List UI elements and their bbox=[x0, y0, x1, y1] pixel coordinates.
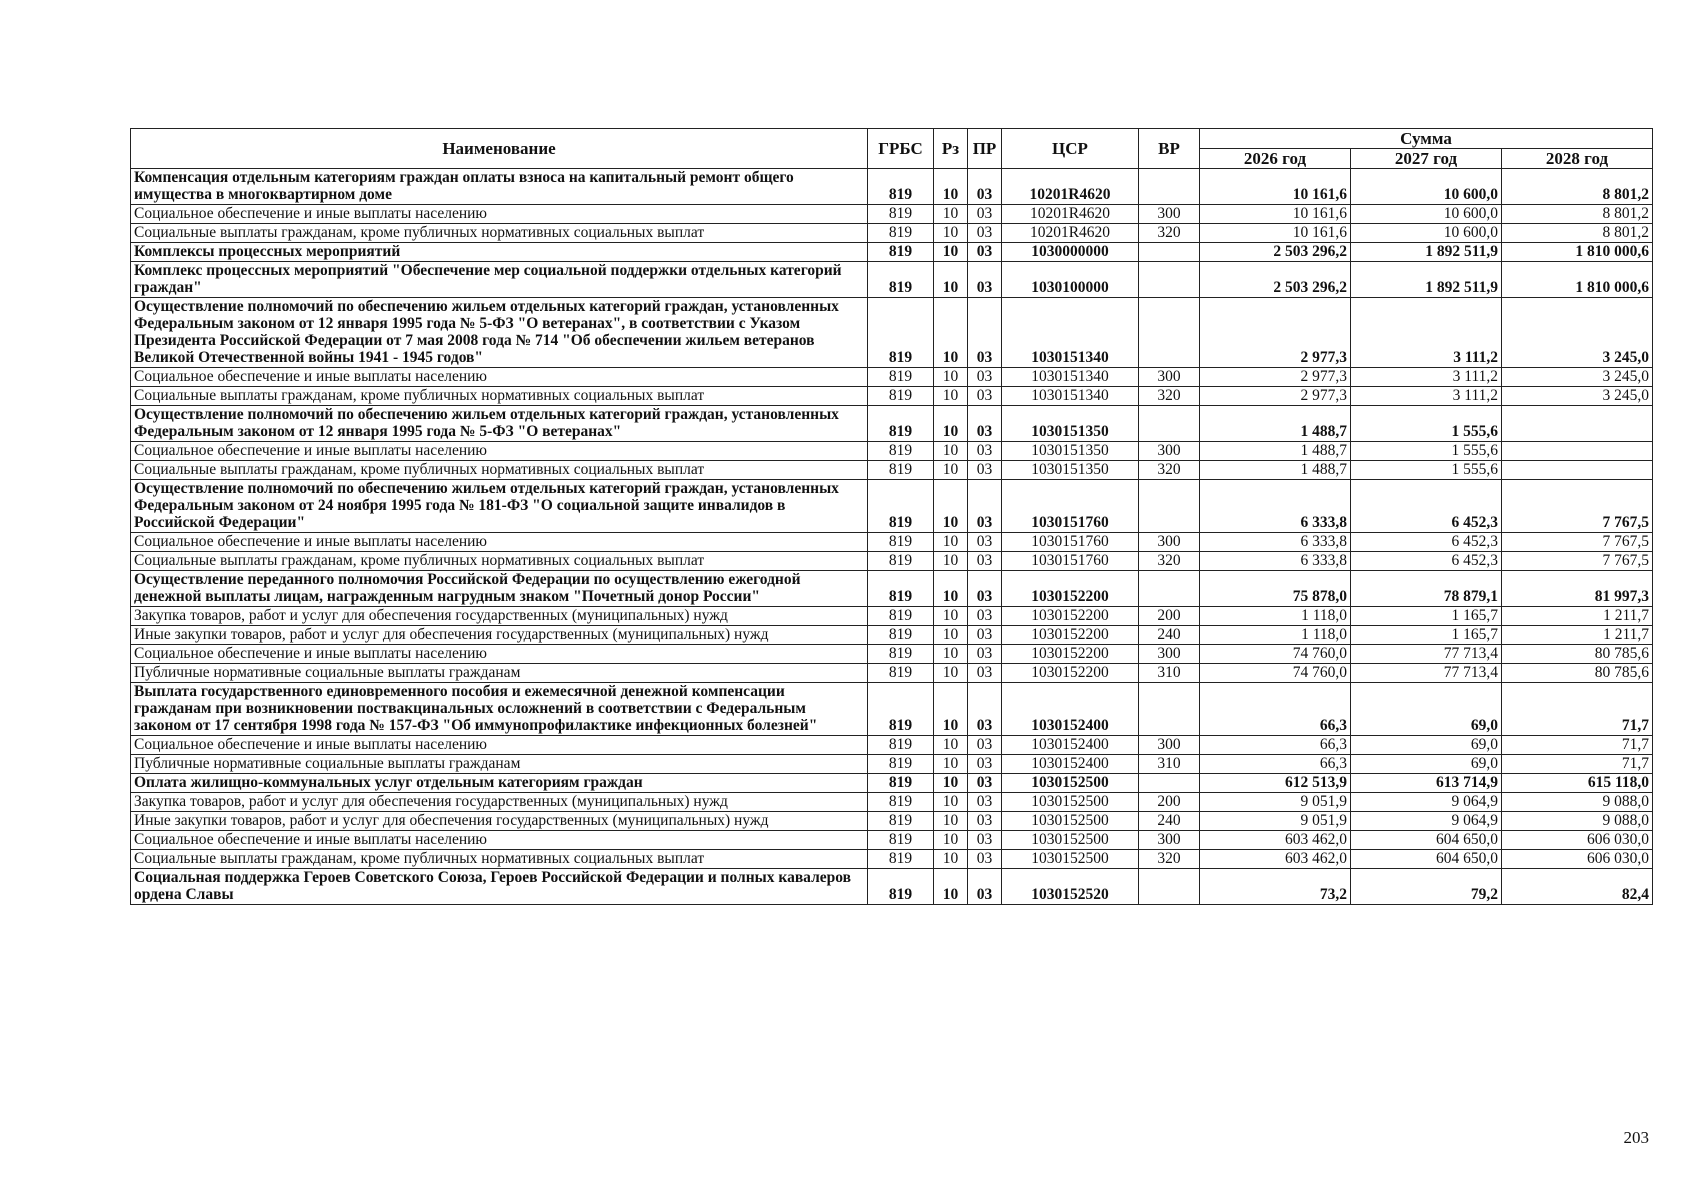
row-sum-2026: 10 161,6 bbox=[1200, 224, 1351, 243]
row-vr bbox=[1139, 869, 1200, 905]
row-rz: 10 bbox=[934, 626, 968, 645]
row-sum-2028: 8 801,2 bbox=[1502, 169, 1653, 205]
row-vr: 300 bbox=[1139, 442, 1200, 461]
row-grbs: 819 bbox=[868, 262, 934, 298]
row-name: Публичные нормативные социальные выплаты гражданам bbox=[131, 664, 868, 683]
row-rz: 10 bbox=[934, 869, 968, 905]
table-row bbox=[131, 243, 1653, 262]
row-sum-2028: 71,7 bbox=[1502, 683, 1653, 736]
row-pr: 03 bbox=[968, 607, 1002, 626]
table-row bbox=[131, 774, 1653, 793]
row-name: Социальные выплаты гражданам, кроме публичных нормативных социальных выплат bbox=[131, 224, 868, 243]
row-sum-2027: 6 452,3 bbox=[1351, 552, 1502, 571]
row-pr: 03 bbox=[968, 736, 1002, 755]
row-name: Социальное обеспечение и иные выплаты населению bbox=[131, 736, 868, 755]
row-pr: 03 bbox=[968, 480, 1002, 533]
row-sum-2028 bbox=[1502, 406, 1653, 442]
row-sum-2027: 1 165,7 bbox=[1351, 626, 1502, 645]
row-csr: 1030152500 bbox=[1002, 774, 1139, 793]
row-sum-2028: 9 088,0 bbox=[1502, 793, 1653, 812]
row-name: Выплата государственного единовременного пособия и ежемесячной денежной компенсации гражданам при возникновении поствакцинальных осложнений в соответствии с Федеральным законом от 17 сентября 1998 года № 157-ФЗ "Об иммунопрофилактике инфекционных болезней" bbox=[131, 683, 868, 736]
row-vr bbox=[1139, 169, 1200, 205]
row-vr: 320 bbox=[1139, 850, 1200, 869]
row-sum-2028: 82,4 bbox=[1502, 869, 1653, 905]
row-name: Иные закупки товаров, работ и услуг для обеспечения государственных (муниципальных) нужд bbox=[131, 626, 868, 645]
table-row bbox=[131, 480, 1653, 533]
table-row bbox=[131, 368, 1653, 387]
row-sum-2027: 1 165,7 bbox=[1351, 607, 1502, 626]
row-rz: 10 bbox=[934, 368, 968, 387]
table-row bbox=[131, 461, 1653, 480]
row-grbs: 819 bbox=[868, 571, 934, 607]
row-rz: 10 bbox=[934, 552, 968, 571]
row-name: Осуществление полномочий по обеспечению жильем отдельных категорий граждан, установленных Федеральным законом от 24 ноября 1995 года № 181-ФЗ "О социальной защите инвалидов в Российской Федерации" bbox=[131, 480, 868, 533]
row-rz: 10 bbox=[934, 406, 968, 442]
row-csr: 1030152500 bbox=[1002, 793, 1139, 812]
row-csr: 1030152200 bbox=[1002, 664, 1139, 683]
row-pr: 03 bbox=[968, 850, 1002, 869]
row-sum-2026: 1 488,7 bbox=[1200, 406, 1351, 442]
row-sum-2027: 77 713,4 bbox=[1351, 645, 1502, 664]
row-vr: 200 bbox=[1139, 607, 1200, 626]
row-sum-2028: 7 767,5 bbox=[1502, 480, 1653, 533]
row-sum-2026: 1 118,0 bbox=[1200, 626, 1351, 645]
row-name: Комплексы процессных мероприятий bbox=[131, 243, 868, 262]
row-sum-2027: 6 452,3 bbox=[1351, 533, 1502, 552]
row-pr: 03 bbox=[968, 262, 1002, 298]
row-sum-2028: 1 211,7 bbox=[1502, 607, 1653, 626]
table-row bbox=[131, 406, 1653, 442]
header-vr: ВР bbox=[1139, 129, 1200, 169]
row-rz: 10 bbox=[934, 736, 968, 755]
row-sum-2027: 1 555,6 bbox=[1351, 461, 1502, 480]
row-rz: 10 bbox=[934, 571, 968, 607]
row-sum-2026: 9 051,9 bbox=[1200, 812, 1351, 831]
row-sum-2028: 1 211,7 bbox=[1502, 626, 1653, 645]
row-sum-2026: 9 051,9 bbox=[1200, 793, 1351, 812]
row-rz: 10 bbox=[934, 683, 968, 736]
row-vr: 240 bbox=[1139, 812, 1200, 831]
row-rz: 10 bbox=[934, 387, 968, 406]
row-csr: 1030151350 bbox=[1002, 406, 1139, 442]
row-sum-2026: 6 333,8 bbox=[1200, 533, 1351, 552]
row-vr: 300 bbox=[1139, 368, 1200, 387]
row-csr: 1030151350 bbox=[1002, 461, 1139, 480]
row-pr: 03 bbox=[968, 442, 1002, 461]
row-name: Закупка товаров, работ и услуг для обеспечения государственных (муниципальных) нужд bbox=[131, 607, 868, 626]
row-sum-2028: 71,7 bbox=[1502, 755, 1653, 774]
row-sum-2027: 79,2 bbox=[1351, 869, 1502, 905]
row-grbs: 819 bbox=[868, 869, 934, 905]
row-name: Социальное обеспечение и иные выплаты населению bbox=[131, 205, 868, 224]
row-rz: 10 bbox=[934, 298, 968, 368]
row-csr: 1030152500 bbox=[1002, 850, 1139, 869]
row-sum-2028: 9 088,0 bbox=[1502, 812, 1653, 831]
row-grbs: 819 bbox=[868, 774, 934, 793]
row-rz: 10 bbox=[934, 645, 968, 664]
table-row bbox=[131, 442, 1653, 461]
row-pr: 03 bbox=[968, 533, 1002, 552]
table-row bbox=[131, 793, 1653, 812]
row-sum-2027: 1 555,6 bbox=[1351, 406, 1502, 442]
row-sum-2028: 3 245,0 bbox=[1502, 387, 1653, 406]
row-grbs: 819 bbox=[868, 387, 934, 406]
row-sum-2026: 1 488,7 bbox=[1200, 461, 1351, 480]
header-row-1 bbox=[131, 129, 1653, 149]
row-sum-2028: 615 118,0 bbox=[1502, 774, 1653, 793]
row-vr: 300 bbox=[1139, 205, 1200, 224]
row-sum-2028: 8 801,2 bbox=[1502, 205, 1653, 224]
row-grbs: 819 bbox=[868, 755, 934, 774]
header-sum: Сумма bbox=[1200, 129, 1653, 149]
row-vr: 310 bbox=[1139, 664, 1200, 683]
row-rz: 10 bbox=[934, 533, 968, 552]
row-grbs: 819 bbox=[868, 298, 934, 368]
row-csr: 1030151340 bbox=[1002, 368, 1139, 387]
row-sum-2026: 74 760,0 bbox=[1200, 645, 1351, 664]
row-rz: 10 bbox=[934, 793, 968, 812]
row-sum-2027: 9 064,9 bbox=[1351, 812, 1502, 831]
row-csr: 10201R4620 bbox=[1002, 224, 1139, 243]
row-rz: 10 bbox=[934, 607, 968, 626]
row-rz: 10 bbox=[934, 812, 968, 831]
row-grbs: 819 bbox=[868, 533, 934, 552]
row-csr: 1030152500 bbox=[1002, 812, 1139, 831]
row-csr: 1030152200 bbox=[1002, 571, 1139, 607]
row-grbs: 819 bbox=[868, 607, 934, 626]
row-pr: 03 bbox=[968, 243, 1002, 262]
row-name: Социальное обеспечение и иные выплаты населению bbox=[131, 533, 868, 552]
row-vr: 300 bbox=[1139, 533, 1200, 552]
table-row bbox=[131, 571, 1653, 607]
row-sum-2027: 1 892 511,9 bbox=[1351, 262, 1502, 298]
row-csr: 10201R4620 bbox=[1002, 169, 1139, 205]
row-sum-2028: 7 767,5 bbox=[1502, 533, 1653, 552]
header-pr: ПР bbox=[968, 129, 1002, 169]
row-sum-2026: 74 760,0 bbox=[1200, 664, 1351, 683]
row-vr: 240 bbox=[1139, 626, 1200, 645]
row-grbs: 819 bbox=[868, 831, 934, 850]
row-grbs: 819 bbox=[868, 664, 934, 683]
table-row bbox=[131, 664, 1653, 683]
row-sum-2026: 66,3 bbox=[1200, 755, 1351, 774]
row-sum-2026: 6 333,8 bbox=[1200, 480, 1351, 533]
row-csr: 1030100000 bbox=[1002, 262, 1139, 298]
row-grbs: 819 bbox=[868, 793, 934, 812]
row-vr: 300 bbox=[1139, 736, 1200, 755]
row-sum-2027: 3 111,2 bbox=[1351, 298, 1502, 368]
table-row bbox=[131, 831, 1653, 850]
row-vr bbox=[1139, 480, 1200, 533]
row-sum-2028: 80 785,6 bbox=[1502, 645, 1653, 664]
row-name: Социальные выплаты гражданам, кроме публичных нормативных социальных выплат bbox=[131, 387, 868, 406]
row-sum-2028: 1 810 000,6 bbox=[1502, 262, 1653, 298]
row-grbs: 819 bbox=[868, 645, 934, 664]
row-vr: 320 bbox=[1139, 461, 1200, 480]
row-csr: 1030152400 bbox=[1002, 683, 1139, 736]
row-rz: 10 bbox=[934, 774, 968, 793]
row-rz: 10 bbox=[934, 850, 968, 869]
row-sum-2028: 1 810 000,6 bbox=[1502, 243, 1653, 262]
row-sum-2026: 603 462,0 bbox=[1200, 850, 1351, 869]
table-row bbox=[131, 205, 1653, 224]
row-pr: 03 bbox=[968, 387, 1002, 406]
row-sum-2028: 606 030,0 bbox=[1502, 831, 1653, 850]
row-sum-2026: 2 503 296,2 bbox=[1200, 243, 1351, 262]
row-csr: 1030151760 bbox=[1002, 552, 1139, 571]
row-grbs: 819 bbox=[868, 736, 934, 755]
row-vr: 320 bbox=[1139, 552, 1200, 571]
row-name: Социальное обеспечение и иные выплаты населению bbox=[131, 442, 868, 461]
row-grbs: 819 bbox=[868, 169, 934, 205]
row-pr: 03 bbox=[968, 224, 1002, 243]
row-grbs: 819 bbox=[868, 406, 934, 442]
table-row bbox=[131, 755, 1653, 774]
row-sum-2028: 8 801,2 bbox=[1502, 224, 1653, 243]
row-csr: 10201R4620 bbox=[1002, 205, 1139, 224]
row-name: Компенсация отдельным категориям граждан оплаты взноса на капитальный ремонт общего имущества в многоквартирном доме bbox=[131, 169, 868, 205]
row-rz: 10 bbox=[934, 205, 968, 224]
row-sum-2026: 10 161,6 bbox=[1200, 205, 1351, 224]
table-row bbox=[131, 533, 1653, 552]
table-row bbox=[131, 626, 1653, 645]
row-grbs: 819 bbox=[868, 850, 934, 869]
row-pr: 03 bbox=[968, 812, 1002, 831]
row-sum-2028 bbox=[1502, 442, 1653, 461]
row-grbs: 819 bbox=[868, 442, 934, 461]
row-name: Осуществление переданного полномочия Российской Федерации по осуществлению ежегодной денежной выплаты лицам, награжденным нагрудным знаком "Почетный донор России" bbox=[131, 571, 868, 607]
row-grbs: 819 bbox=[868, 205, 934, 224]
row-sum-2026: 66,3 bbox=[1200, 683, 1351, 736]
row-pr: 03 bbox=[968, 169, 1002, 205]
row-pr: 03 bbox=[968, 664, 1002, 683]
row-sum-2027: 9 064,9 bbox=[1351, 793, 1502, 812]
row-sum-2026: 1 488,7 bbox=[1200, 442, 1351, 461]
row-vr: 300 bbox=[1139, 645, 1200, 664]
row-csr: 1030152200 bbox=[1002, 626, 1139, 645]
row-sum-2027: 613 714,9 bbox=[1351, 774, 1502, 793]
row-csr: 1030152200 bbox=[1002, 607, 1139, 626]
row-rz: 10 bbox=[934, 442, 968, 461]
table-row bbox=[131, 812, 1653, 831]
row-pr: 03 bbox=[968, 683, 1002, 736]
row-vr: 320 bbox=[1139, 224, 1200, 243]
row-csr: 1030000000 bbox=[1002, 243, 1139, 262]
row-sum-2026: 2 977,3 bbox=[1200, 298, 1351, 368]
row-rz: 10 bbox=[934, 461, 968, 480]
row-sum-2028: 71,7 bbox=[1502, 736, 1653, 755]
row-name: Оплата жилищно-коммунальных услуг отдельным категориям граждан bbox=[131, 774, 868, 793]
row-sum-2027: 69,0 bbox=[1351, 683, 1502, 736]
row-sum-2028: 606 030,0 bbox=[1502, 850, 1653, 869]
header-grbs: ГРБС bbox=[868, 129, 934, 169]
header-name: Наименование bbox=[131, 129, 868, 169]
header-rz: Рз bbox=[934, 129, 968, 169]
row-sum-2027: 3 111,2 bbox=[1351, 387, 1502, 406]
row-name: Публичные нормативные социальные выплаты гражданам bbox=[131, 755, 868, 774]
row-pr: 03 bbox=[968, 755, 1002, 774]
row-rz: 10 bbox=[934, 224, 968, 243]
row-grbs: 819 bbox=[868, 461, 934, 480]
row-pr: 03 bbox=[968, 831, 1002, 850]
row-name: Социальное обеспечение и иные выплаты населению bbox=[131, 645, 868, 664]
row-sum-2028 bbox=[1502, 461, 1653, 480]
table-row bbox=[131, 552, 1653, 571]
row-sum-2027: 1 892 511,9 bbox=[1351, 243, 1502, 262]
row-sum-2026: 603 462,0 bbox=[1200, 831, 1351, 850]
row-grbs: 819 bbox=[868, 480, 934, 533]
row-rz: 10 bbox=[934, 262, 968, 298]
row-sum-2027: 10 600,0 bbox=[1351, 205, 1502, 224]
row-vr bbox=[1139, 406, 1200, 442]
row-sum-2026: 2 977,3 bbox=[1200, 368, 1351, 387]
row-grbs: 819 bbox=[868, 812, 934, 831]
row-grbs: 819 bbox=[868, 683, 934, 736]
row-vr: 310 bbox=[1139, 755, 1200, 774]
row-grbs: 819 bbox=[868, 368, 934, 387]
table-row bbox=[131, 850, 1653, 869]
row-sum-2028: 7 767,5 bbox=[1502, 552, 1653, 571]
row-vr: 200 bbox=[1139, 793, 1200, 812]
row-name: Социальные выплаты гражданам, кроме публичных нормативных социальных выплат bbox=[131, 552, 868, 571]
row-name: Иные закупки товаров, работ и услуг для обеспечения государственных (муниципальных) нужд bbox=[131, 812, 868, 831]
row-sum-2028: 80 785,6 bbox=[1502, 664, 1653, 683]
table-row bbox=[131, 298, 1653, 368]
row-name: Социальные выплаты гражданам, кроме публичных нормативных социальных выплат bbox=[131, 850, 868, 869]
row-name: Осуществление полномочий по обеспечению жильем отдельных категорий граждан, установленных Федеральным законом от 12 января 1995 года № 5-ФЗ "О ветеранах", в соответствии с Указом Президента Российской Федерации от 7 мая 2008 года № 714 "Об обеспечении жильем ветеранов Великой Отечественной войны 1941 - 1945 годов" bbox=[131, 298, 868, 368]
row-pr: 03 bbox=[968, 793, 1002, 812]
row-pr: 03 bbox=[968, 571, 1002, 607]
row-csr: 1030151340 bbox=[1002, 387, 1139, 406]
header-year-2026: 2026 год bbox=[1200, 149, 1351, 169]
row-sum-2027: 77 713,4 bbox=[1351, 664, 1502, 683]
row-name: Социальная поддержка Героев Советского Союза, Героев Российской Федерации и полных кавалеров ордена Славы bbox=[131, 869, 868, 905]
table-row bbox=[131, 387, 1653, 406]
row-sum-2027: 10 600,0 bbox=[1351, 169, 1502, 205]
row-csr: 1030152520 bbox=[1002, 869, 1139, 905]
row-rz: 10 bbox=[934, 755, 968, 774]
row-pr: 03 bbox=[968, 774, 1002, 793]
row-sum-2027: 69,0 bbox=[1351, 755, 1502, 774]
row-vr bbox=[1139, 571, 1200, 607]
row-csr: 1030152400 bbox=[1002, 736, 1139, 755]
row-name: Социальные выплаты гражданам, кроме публичных нормативных социальных выплат bbox=[131, 461, 868, 480]
row-grbs: 819 bbox=[868, 243, 934, 262]
row-rz: 10 bbox=[934, 480, 968, 533]
row-grbs: 819 bbox=[868, 552, 934, 571]
budget-table bbox=[130, 128, 1653, 905]
row-name: Осуществление полномочий по обеспечению жильем отдельных категорий граждан, установленных Федеральным законом от 12 января 1995 года № 5-ФЗ "О ветеранах" bbox=[131, 406, 868, 442]
row-rz: 10 bbox=[934, 243, 968, 262]
row-sum-2028: 81 997,3 bbox=[1502, 571, 1653, 607]
row-sum-2026: 73,2 bbox=[1200, 869, 1351, 905]
header-year-2028: 2028 год bbox=[1502, 149, 1653, 169]
row-pr: 03 bbox=[968, 298, 1002, 368]
row-grbs: 819 bbox=[868, 224, 934, 243]
row-csr: 1030152500 bbox=[1002, 831, 1139, 850]
row-pr: 03 bbox=[968, 368, 1002, 387]
row-sum-2027: 604 650,0 bbox=[1351, 850, 1502, 869]
row-csr: 1030151760 bbox=[1002, 480, 1139, 533]
table-row bbox=[131, 645, 1653, 664]
row-pr: 03 bbox=[968, 645, 1002, 664]
row-sum-2026: 66,3 bbox=[1200, 736, 1351, 755]
page-number: 203 bbox=[1623, 1128, 1649, 1147]
row-csr: 1030152200 bbox=[1002, 645, 1139, 664]
row-pr: 03 bbox=[968, 869, 1002, 905]
row-name: Социальное обеспечение и иные выплаты населению bbox=[131, 368, 868, 387]
row-csr: 1030152400 bbox=[1002, 755, 1139, 774]
row-pr: 03 bbox=[968, 461, 1002, 480]
row-name: Социальное обеспечение и иные выплаты населению bbox=[131, 831, 868, 850]
row-rz: 10 bbox=[934, 831, 968, 850]
table-row bbox=[131, 607, 1653, 626]
row-sum-2026: 10 161,6 bbox=[1200, 169, 1351, 205]
row-sum-2027: 6 452,3 bbox=[1351, 480, 1502, 533]
row-sum-2026: 2 503 296,2 bbox=[1200, 262, 1351, 298]
row-sum-2026: 612 513,9 bbox=[1200, 774, 1351, 793]
row-vr bbox=[1139, 243, 1200, 262]
row-sum-2026: 75 878,0 bbox=[1200, 571, 1351, 607]
row-csr: 1030151340 bbox=[1002, 298, 1139, 368]
header-csr: ЦСР bbox=[1002, 129, 1139, 169]
row-vr bbox=[1139, 774, 1200, 793]
row-sum-2027: 10 600,0 bbox=[1351, 224, 1502, 243]
row-rz: 10 bbox=[934, 169, 968, 205]
row-vr bbox=[1139, 262, 1200, 298]
row-sum-2026: 2 977,3 bbox=[1200, 387, 1351, 406]
row-vr bbox=[1139, 683, 1200, 736]
row-pr: 03 bbox=[968, 205, 1002, 224]
row-pr: 03 bbox=[968, 406, 1002, 442]
table-row bbox=[131, 224, 1653, 243]
row-sum-2027: 78 879,1 bbox=[1351, 571, 1502, 607]
row-sum-2027: 1 555,6 bbox=[1351, 442, 1502, 461]
row-pr: 03 bbox=[968, 552, 1002, 571]
row-csr: 1030151350 bbox=[1002, 442, 1139, 461]
row-vr: 320 bbox=[1139, 387, 1200, 406]
table-row bbox=[131, 262, 1653, 298]
table-body bbox=[131, 169, 1653, 905]
row-vr: 300 bbox=[1139, 831, 1200, 850]
row-name: Комплекс процессных мероприятий "Обеспечение мер социальной поддержки отдельных категорий граждан" bbox=[131, 262, 868, 298]
row-sum-2026: 6 333,8 bbox=[1200, 552, 1351, 571]
row-sum-2028: 3 245,0 bbox=[1502, 298, 1653, 368]
row-sum-2026: 1 118,0 bbox=[1200, 607, 1351, 626]
row-name: Закупка товаров, работ и услуг для обеспечения государственных (муниципальных) нужд bbox=[131, 793, 868, 812]
table-row bbox=[131, 869, 1653, 905]
table-row bbox=[131, 169, 1653, 205]
row-rz: 10 bbox=[934, 664, 968, 683]
row-sum-2027: 3 111,2 bbox=[1351, 368, 1502, 387]
row-grbs: 819 bbox=[868, 626, 934, 645]
header-year-2027: 2027 год bbox=[1351, 149, 1502, 169]
row-sum-2027: 604 650,0 bbox=[1351, 831, 1502, 850]
row-sum-2028: 3 245,0 bbox=[1502, 368, 1653, 387]
row-sum-2027: 69,0 bbox=[1351, 736, 1502, 755]
row-vr bbox=[1139, 298, 1200, 368]
row-pr: 03 bbox=[968, 626, 1002, 645]
table-row bbox=[131, 736, 1653, 755]
table-row bbox=[131, 683, 1653, 736]
row-csr: 1030151760 bbox=[1002, 533, 1139, 552]
